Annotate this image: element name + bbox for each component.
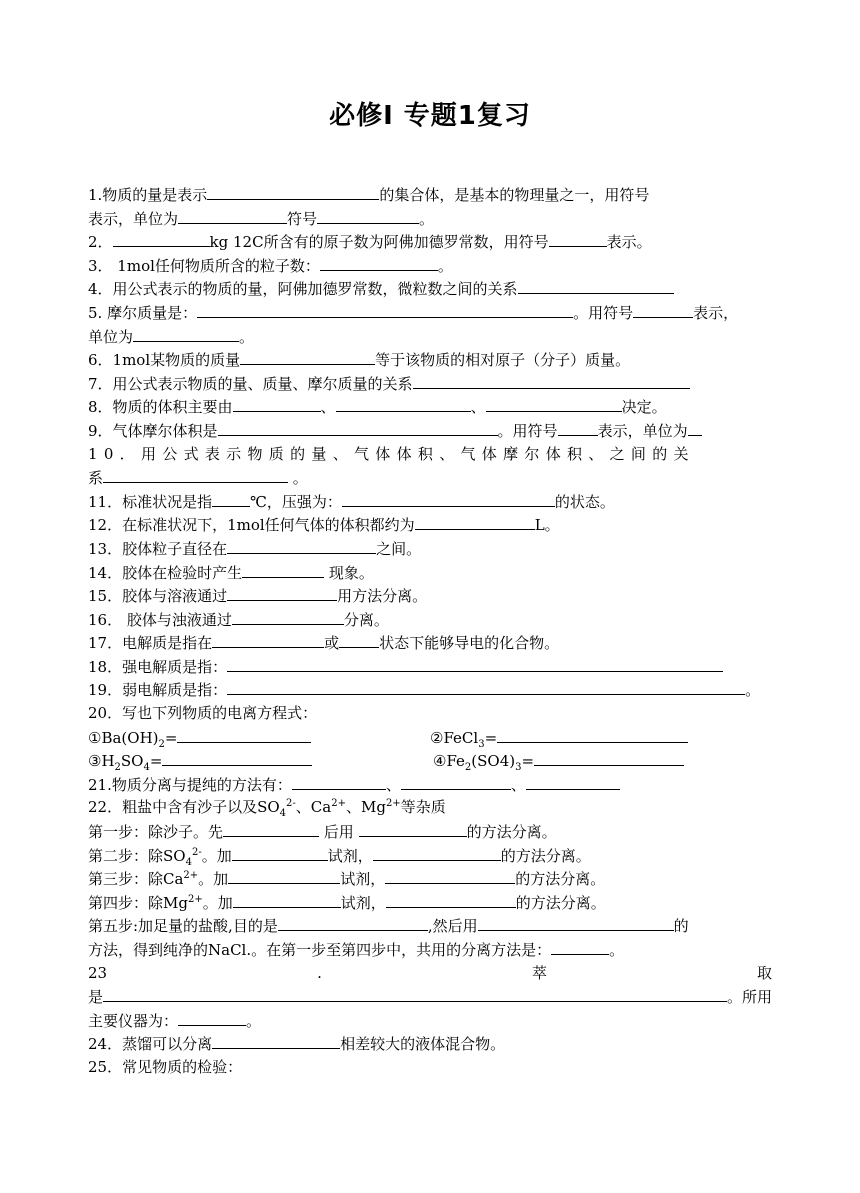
q16: 16． 胶体与浊液通过 分离。 bbox=[88, 608, 772, 632]
q22-step3-blank-2[interactable] bbox=[385, 867, 515, 884]
q3-blank-1[interactable] bbox=[320, 254, 438, 271]
q22-step5-blank-2[interactable] bbox=[478, 914, 674, 931]
q5-line2: 单位为 。 bbox=[88, 325, 772, 349]
q21-blank-3[interactable] bbox=[526, 773, 620, 790]
q1-line1: 1.物质的量是表示 的集合体，是基本的物理量之一，用符号 bbox=[88, 183, 772, 207]
q1-blank-1[interactable] bbox=[207, 183, 379, 200]
q24: 24．蒸馏可以分离 相差较大的液体混合物。 bbox=[88, 1032, 772, 1056]
q5-blank-3[interactable] bbox=[133, 325, 239, 342]
q10-line2: 系 。 bbox=[88, 466, 772, 490]
q22-step3-blank-1[interactable] bbox=[228, 867, 340, 884]
q22-step5-blank-1[interactable] bbox=[278, 914, 428, 931]
q5-blank-1[interactable] bbox=[197, 301, 573, 318]
q20-blank-4[interactable] bbox=[534, 749, 684, 766]
q9: 9．气体摩尔体积是 。用符号 表示，单位为 bbox=[88, 419, 772, 443]
q17-blank-1[interactable] bbox=[212, 631, 324, 648]
q16-blank-1[interactable] bbox=[232, 608, 344, 625]
q7: 7．用公式表示物质的量、质量、摩尔质量的关系 bbox=[88, 372, 772, 396]
q8-blank-2[interactable] bbox=[336, 395, 471, 412]
q22-header: 22．粗盐中含有沙子以及$SO_4^{2-}$、$Ca^{2+}$、$Mg^{2+}$等杂质 bbox=[88, 798, 446, 820]
q6: 6．1mol某物质的质量 等于该物质的相对原子（分子）质量。 bbox=[88, 348, 772, 372]
q22-step1-blank-2[interactable] bbox=[359, 820, 467, 837]
q1-blank-2[interactable] bbox=[178, 207, 287, 224]
q25: 25．常见物质的检验： bbox=[88, 1057, 243, 1076]
q11-blank-1[interactable] bbox=[212, 490, 250, 507]
q24-blank-1[interactable] bbox=[212, 1032, 340, 1049]
q8-blank-3[interactable] bbox=[486, 395, 622, 412]
q14: 14．胶体在检验时产生 现象。 bbox=[88, 561, 772, 585]
q8: 8．物质的体积主要由 、 、 决定。 bbox=[88, 395, 772, 419]
q21-blank-1[interactable] bbox=[292, 773, 386, 790]
q23-blank-2[interactable] bbox=[178, 1009, 246, 1026]
q12-blank-1[interactable] bbox=[415, 513, 535, 530]
q23-line3: 主要仪器为： 。 bbox=[88, 1009, 772, 1033]
q23-line2: 是 。所用 bbox=[88, 985, 772, 1009]
q13: 13．胶体粒子直径在 之间。 bbox=[88, 537, 772, 561]
q13-blank-1[interactable] bbox=[227, 537, 376, 554]
worksheet-body bbox=[88, 183, 772, 1080]
q2: 2． kg 12C所含有的原子数为阿佛加德罗常数，用符号 表示。 bbox=[88, 230, 772, 254]
q4: 4．用公式表示的物质的量，阿佛加德罗常数，微粒数之间的关系 bbox=[88, 277, 772, 301]
q22-step4-blank-2[interactable] bbox=[386, 891, 516, 908]
q22-step5-blank-3[interactable] bbox=[551, 938, 609, 955]
q9-blank-2[interactable] bbox=[558, 419, 598, 436]
q6-blank-1[interactable] bbox=[240, 348, 375, 365]
q21: 21.物质分离与提纯的方法有： 、 、 bbox=[88, 773, 772, 797]
q14-blank-1[interactable] bbox=[242, 561, 324, 578]
q17: 17．电解质是指在 或 状态下能够导电的化合物。 bbox=[88, 631, 772, 655]
q22-step4-blank-1[interactable] bbox=[233, 891, 341, 908]
q19: 19．弱电解质是指： 。 bbox=[88, 678, 772, 702]
page-title: 必修Ⅰ 专题1复习 bbox=[329, 101, 531, 131]
q8-blank-1[interactable] bbox=[233, 395, 321, 412]
q20-blank-1[interactable] bbox=[177, 726, 311, 743]
q20-row2: $③H_2SO_4=$ $④Fe_2(SO4)_3=$ bbox=[88, 749, 772, 773]
q11-blank-2[interactable] bbox=[342, 490, 555, 507]
q20-blank-2[interactable] bbox=[497, 726, 688, 743]
q20-blank-3[interactable] bbox=[162, 749, 312, 766]
q1-blank-3[interactable] bbox=[317, 207, 419, 224]
q22-step3: 第三步：除$Ca^{2+}$。加 试剂， 的方法分离。 bbox=[88, 867, 772, 891]
q23-line1: 23 . 萃 取 bbox=[88, 963, 772, 982]
q1-line2: 表示，单位为 符号 。 bbox=[88, 207, 772, 231]
q22-step2-blank-1[interactable] bbox=[232, 844, 328, 861]
q7-blank-1[interactable] bbox=[413, 372, 690, 389]
q22-step2-blank-2[interactable] bbox=[373, 844, 501, 861]
q11: 11．标准状况是指 ℃，压强为： 的状态。 bbox=[88, 490, 772, 514]
q2-blank-1[interactable] bbox=[113, 230, 210, 247]
q22-step1: 第一步：除沙子。先 后用 的方法分离。 bbox=[88, 820, 772, 844]
q2-blank-2[interactable] bbox=[549, 230, 607, 247]
q20-row1: $①Ba(OH)_2=$ ②FeCl$_3$= bbox=[88, 726, 772, 750]
q22-step4: 第四步：除$Mg^{2+}$。加 试剂， 的方法分离。 bbox=[88, 891, 772, 915]
q22-step5-line1: 第五步:加足量的盐酸,目的是 ,然后用 的 bbox=[88, 914, 772, 938]
q10-line1: 10．用公式表示物质的量、气体体积、气体摩尔体积、之间的关 bbox=[88, 444, 695, 463]
q22-step1-blank-1[interactable] bbox=[223, 820, 319, 837]
q17-blank-2[interactable] bbox=[339, 631, 379, 648]
q5-line1: 5. 摩尔质量是： 。用符号 表示， bbox=[88, 301, 772, 325]
q4-blank-1[interactable] bbox=[518, 277, 674, 294]
q3: 3． 1mol任何物质所含的粒子数： 。 bbox=[88, 254, 772, 278]
q10-blank-1[interactable] bbox=[103, 466, 288, 483]
q21-blank-2[interactable] bbox=[401, 773, 511, 790]
q22-step2: 第二步：除$SO_4^{2-}$。加 试剂， 的方法分离。 bbox=[88, 844, 772, 868]
q12: 12．在标准状况下，1mol任何气体的体积都约为 L。 bbox=[88, 513, 772, 537]
q9-blank-3[interactable] bbox=[688, 419, 702, 436]
q9-blank-1[interactable] bbox=[218, 419, 498, 436]
q5-blank-2[interactable] bbox=[633, 301, 693, 318]
q15: 15．胶体与溶液通过 用方法分离。 bbox=[88, 584, 772, 608]
q15-blank-1[interactable] bbox=[227, 584, 337, 601]
q18: 18．强电解质是指： bbox=[88, 655, 772, 679]
q18-blank-1[interactable] bbox=[227, 655, 723, 672]
q19-blank-1[interactable] bbox=[227, 678, 745, 695]
q20-header: 20．写也下列物质的电离方程式： bbox=[88, 704, 318, 723]
q22-step5-line2: 方法，得到纯净的NaCl.。在第一步至第四步中，共用的分离方法是： 。 bbox=[88, 938, 772, 962]
q23-blank-1[interactable] bbox=[103, 985, 727, 1002]
